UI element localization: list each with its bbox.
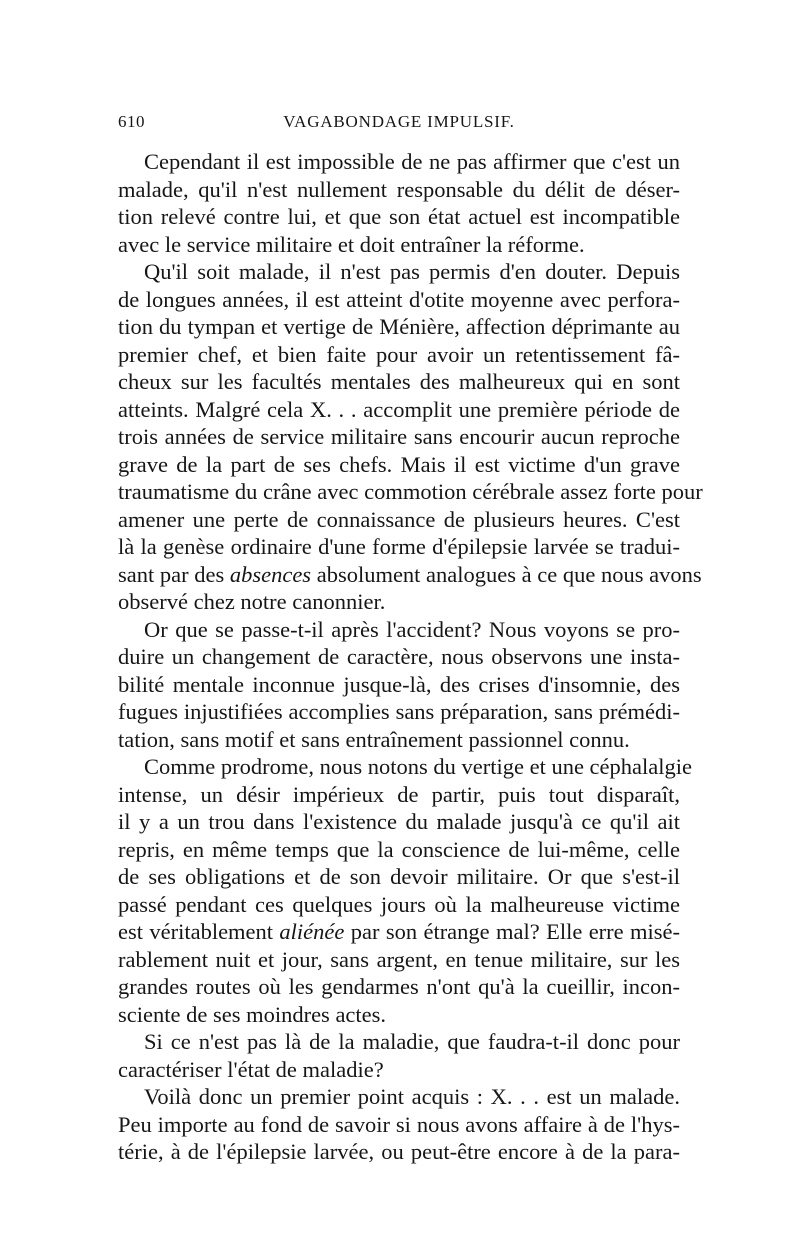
text-run: sant par des xyxy=(118,561,230,587)
text-line: il y a un trou dans l'existence du malade jusqu'à ce qu'il ait xyxy=(118,809,680,834)
text-line: tation, sans motif et sans entraînement passionnel connu. xyxy=(118,726,630,752)
book-page xyxy=(118,112,703,1166)
text-line: malade, qu'il n'est nullement responsable du délit de déser- xyxy=(118,176,680,202)
text-line: passé pendant ces quelques jours où la malheureuse victime xyxy=(118,891,680,917)
text-line: amener une perte de connaissance de plusieurs heures. C'est xyxy=(118,506,680,532)
text-line: Voilà donc un premier point acquis : X. . . est un malade. xyxy=(144,1084,680,1109)
text-line: intense, un désir impérieux de partir, puis tout disparaît, xyxy=(118,781,680,807)
italic-word: aliénée xyxy=(279,919,345,944)
body-text xyxy=(118,148,703,1166)
text-line: tion relevé contre lui, et que son état actuel est incompatible xyxy=(118,204,680,229)
text-line xyxy=(118,561,702,589)
text-line: repris, en même temps que la conscience de lui-même, celle xyxy=(118,836,680,862)
text-line: Or que se passe-t-il après l'accident? Nous voyons se pro- xyxy=(144,616,680,642)
text-line: là la genèse ordinaire d'une forme d'épilepsie larvée se tradui- xyxy=(118,534,680,559)
text-line: Si ce n'est pas là de la maladie, que faudra-t-il donc pour xyxy=(144,1029,680,1054)
text-run: par son étrange mal? Elle erre misé- xyxy=(344,919,680,944)
text-line: Qu'il soit malade, il n'est pas permis d'en douter. Depuis xyxy=(144,259,680,284)
paragraph xyxy=(118,753,692,1028)
text-line: fugues injustifiées accomplies sans préparation, sans prémédi- xyxy=(118,699,680,724)
text-line: grandes routes où les gendarmes n'ont qu'à la cueillir, incon- xyxy=(118,974,680,999)
paragraph xyxy=(118,148,680,258)
paragraph xyxy=(118,1028,680,1083)
page-header xyxy=(118,112,680,142)
text-line: térie, à de l'épilepsie larvée, ou peut-être encore à de la para- xyxy=(118,1139,680,1164)
text-line: caractériser l'état de maladie? xyxy=(118,1056,384,1082)
text-line: de longues années, il est atteint d'otite moyenne avec perfora- xyxy=(118,286,680,312)
text-line: tion du tympan et vertige de Ménière, affection déprimante au xyxy=(118,314,680,339)
text-line: trois années de service militaire sans encourir aucun reproche xyxy=(118,424,680,449)
text-line: duire un changement de caractère, nous observons une insta- xyxy=(118,644,680,669)
text-line: observé chez notre canonnier. xyxy=(118,589,386,614)
paragraph xyxy=(118,258,703,616)
text-line: cheux sur les facultés mentales des malheureux qui en sont xyxy=(118,369,680,394)
text-line: atteints. Malgré cela X. . . accomplit une première période de xyxy=(118,396,680,422)
text-line xyxy=(118,918,680,946)
text-line: rablement nuit et jour, sans argent, en tenue militaire, sur les xyxy=(118,946,680,972)
text-line: traumatisme du crâne avec commotion cérébrale assez forte pour xyxy=(118,479,703,504)
text-run: absolument analogues à ce que nous avons xyxy=(311,561,702,587)
text-line: Comme prodrome, nous notons du vertige et une céphalalgie xyxy=(144,754,692,779)
italic-word: absences xyxy=(229,561,312,587)
text-line: Peu importe au fond de savoir si nous avons affaire à de l'hys- xyxy=(118,1111,680,1137)
text-line: sciente de ses moindres actes. xyxy=(118,1001,387,1027)
text-line: de ses obligations et de son devoir militaire. Or que s'est-il xyxy=(118,864,680,889)
text-line: avec le service militaire et doit entraîner la réforme. xyxy=(118,231,585,257)
text-line: bilité mentale inconnue jusque-là, des crises d'insomnie, des xyxy=(118,671,680,697)
running-title: VAGABONDAGE IMPULSIF. xyxy=(283,112,515,131)
page-number: 610 xyxy=(118,112,145,131)
paragraph xyxy=(118,616,680,754)
text-line: grave de la part de ses chefs. Mais il est victime d'un grave xyxy=(118,451,680,477)
paragraph xyxy=(118,1083,680,1166)
text-line: premier chef, et bien faite pour avoir un retentissement fâ- xyxy=(118,341,680,367)
text-run: est véritablement xyxy=(118,919,280,944)
text-line: Cependant il est impossible de ne pas affirmer que c'est un xyxy=(144,149,680,174)
